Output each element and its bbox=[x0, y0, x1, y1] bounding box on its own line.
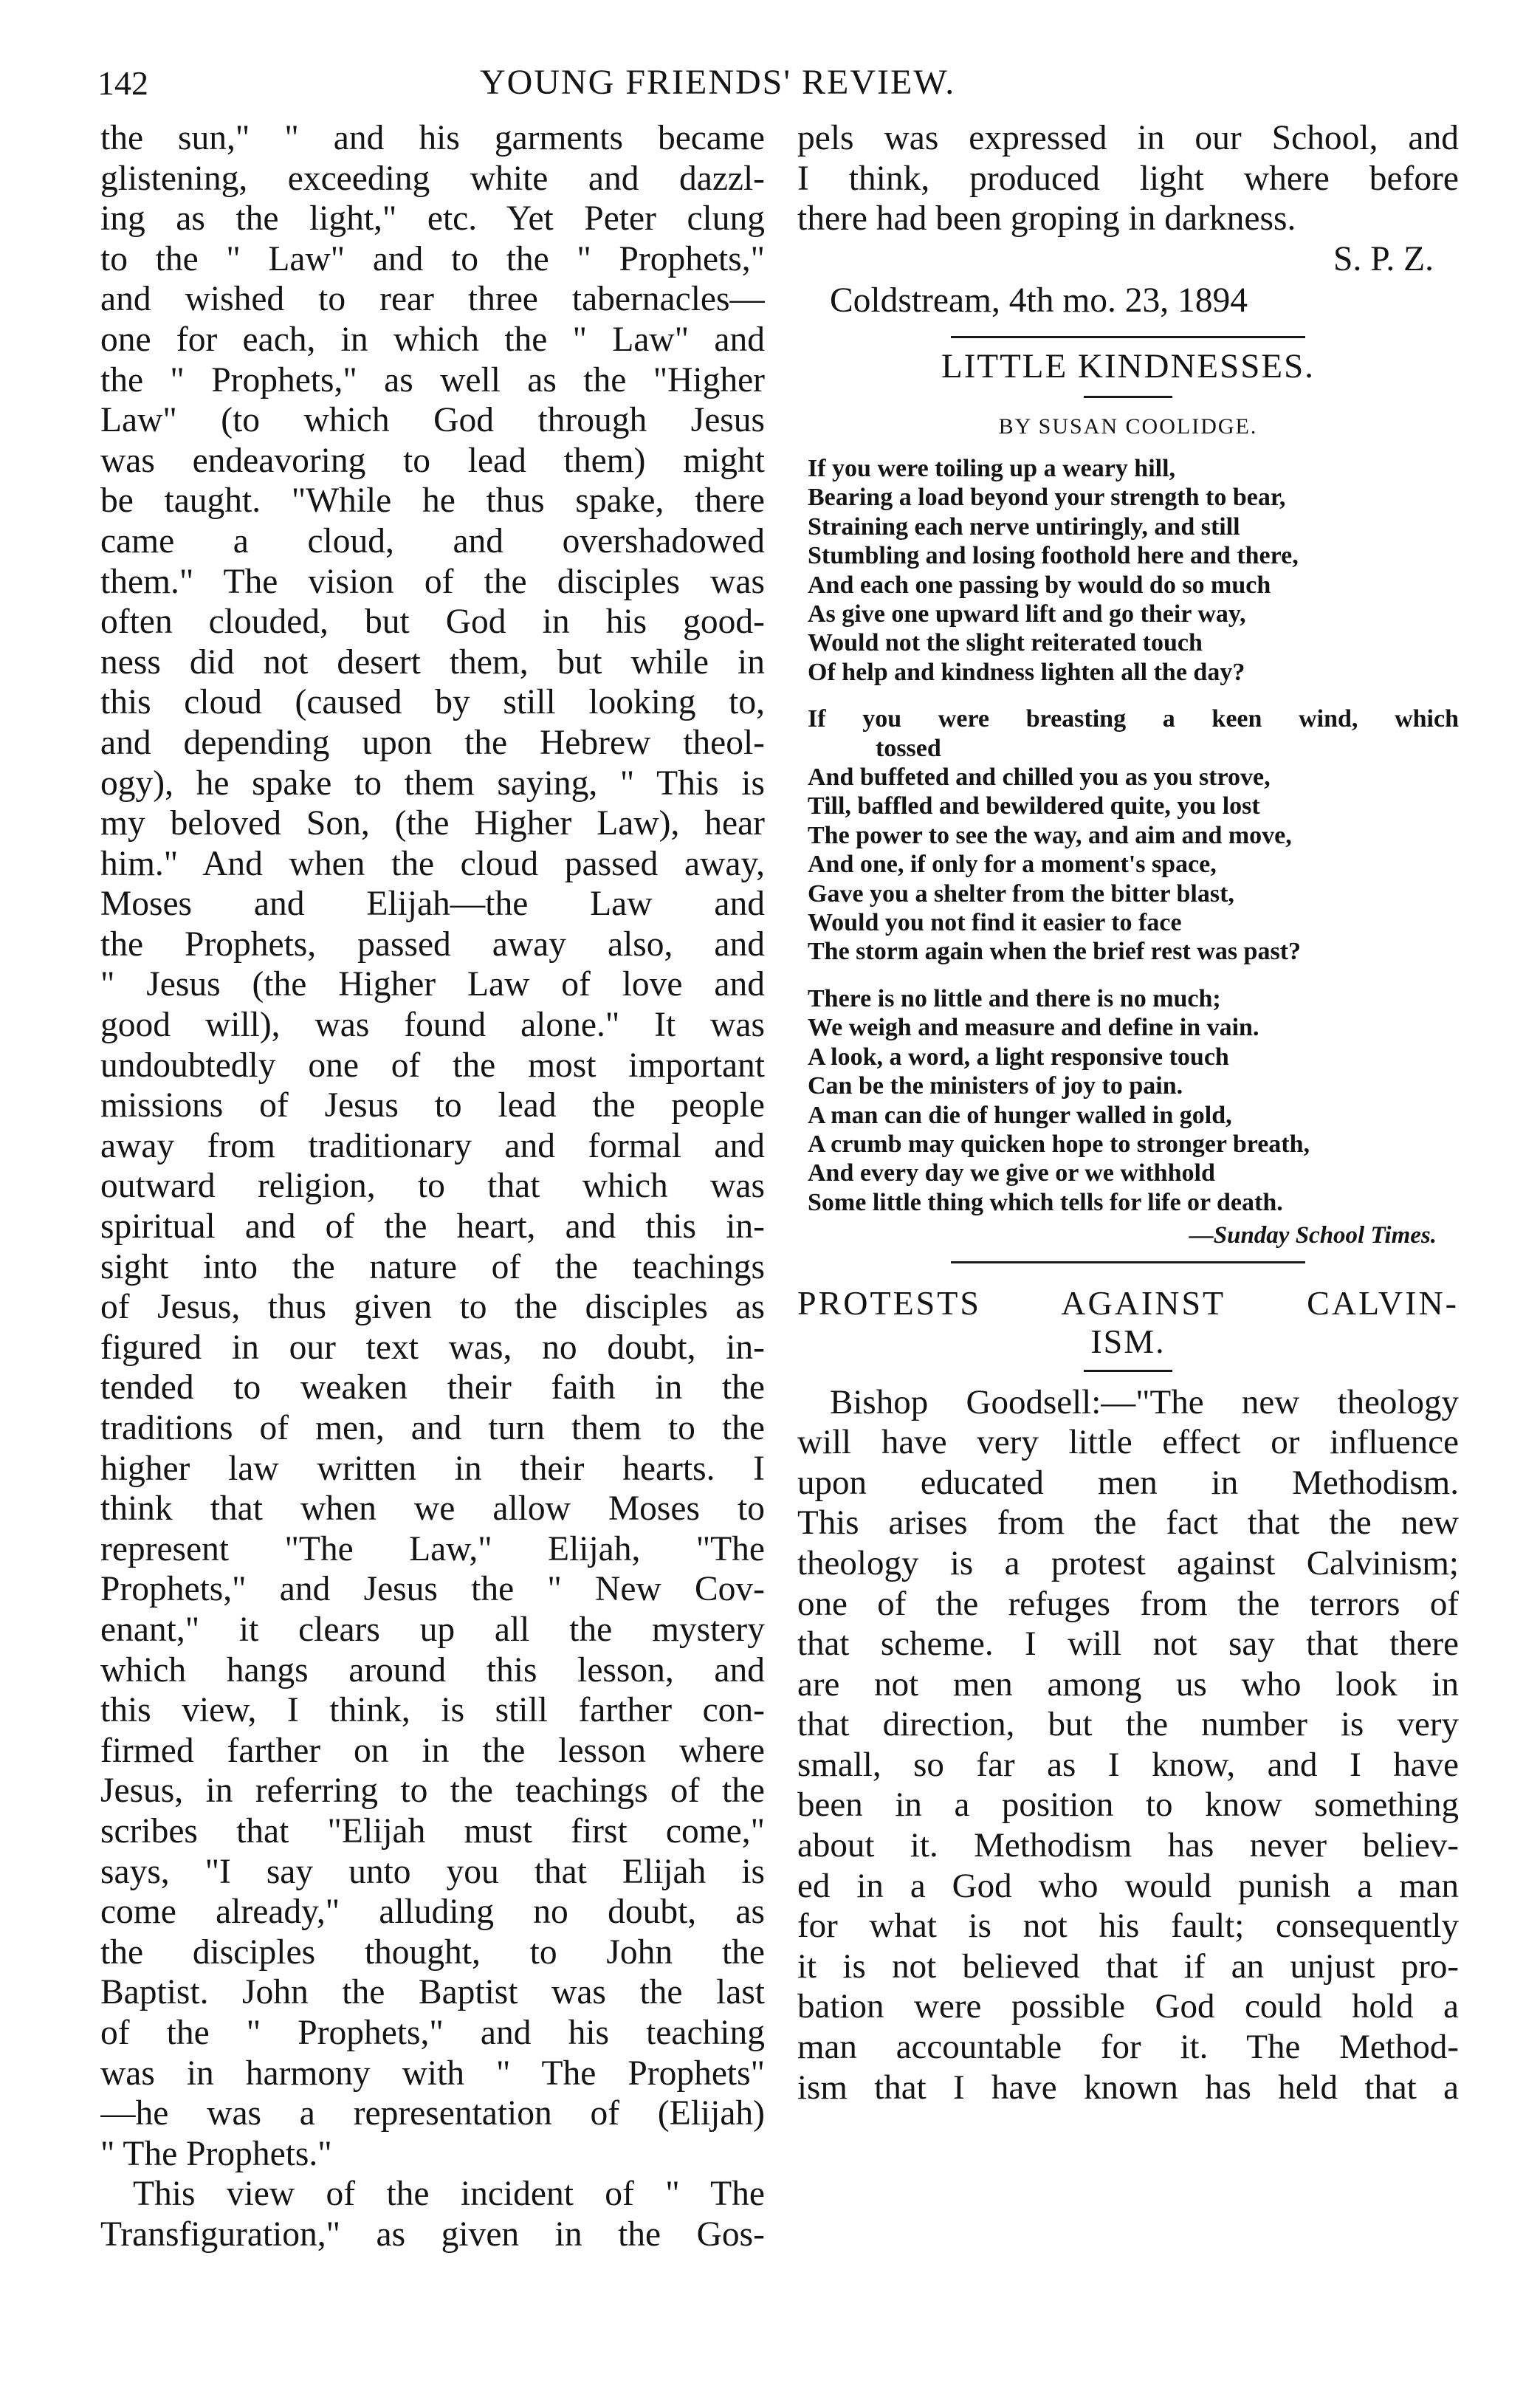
text-line: ness did not desert them, but while in bbox=[100, 642, 765, 682]
poem-line: Can be the ministers of joy to pain. bbox=[808, 1072, 1183, 1100]
text-line: enant," it clears up all the mystery bbox=[100, 1610, 765, 1649]
poem-line: We weigh and measure and define in vain. bbox=[808, 1014, 1259, 1042]
text-line: one for each, in which the " Law" and bbox=[100, 320, 765, 359]
text-line: away from traditionary and formal and bbox=[100, 1126, 765, 1165]
poem-attribution: —Sunday School Times. bbox=[1189, 1222, 1437, 1249]
poem-line: Gave you a shelter from the bitter blast, bbox=[808, 879, 1234, 908]
text-line: been in a position to know something bbox=[797, 1786, 1459, 1825]
text-line: theology is a protest against Calvinism; bbox=[797, 1543, 1459, 1582]
text-line: the disciples thought, to John the bbox=[100, 1932, 765, 1972]
poem-line: A man can die of hunger walled in gold, bbox=[808, 1101, 1232, 1129]
section-divider bbox=[951, 1261, 1305, 1263]
poem-line: If you were toiling up a weary hill, bbox=[808, 454, 1176, 482]
poem-line: And each one passing by would do so much bbox=[808, 571, 1271, 599]
text-line: there had been groping in darkness. bbox=[797, 199, 1296, 239]
poem-line: Straining each nerve untiringly, and still bbox=[808, 512, 1240, 541]
text-line: man accountable for it. The Method- bbox=[797, 2028, 1459, 2067]
dateline: Coldstream, 4th mo. 23, 1894 bbox=[830, 281, 1248, 320]
text-line: figured in our text was, no doubt, in- bbox=[100, 1328, 765, 1367]
text-line: about it. Methodism has never believ- bbox=[797, 1826, 1459, 1865]
text-line: small, so far as I know, and I have bbox=[797, 1745, 1459, 1784]
text-line: was endeavoring to lead them) might bbox=[100, 441, 765, 480]
text-line: firmed farther on in the lesson where bbox=[100, 1731, 765, 1770]
poem-byline: BY SUSAN COOLIDGE. bbox=[998, 414, 1258, 439]
text-line: will have very little effect or influence bbox=[797, 1423, 1459, 1462]
title-rule bbox=[1084, 396, 1172, 398]
text-line: Baptist. John the Baptist was the last bbox=[100, 1973, 765, 2012]
poem-line: Till, baffled and bewildered quite, you lost bbox=[808, 792, 1260, 820]
poem-line: The power to see the way, and aim and move, bbox=[808, 821, 1292, 849]
article-title-rule bbox=[1084, 1370, 1172, 1372]
text-line: the " Prophets," as well as the "Higher bbox=[100, 360, 765, 399]
continuation-paragraph bbox=[797, 118, 1459, 239]
poem-line: And every day we give or we withhold bbox=[808, 1159, 1215, 1187]
text-line: good will), was found alone." It was bbox=[100, 1006, 765, 1045]
left-column bbox=[100, 118, 765, 2254]
poem-line: Would not the slight reiterated touch bbox=[808, 629, 1203, 657]
text-line: I think, produced light where before bbox=[797, 159, 1459, 198]
text-line: represent "The Law," Elijah, "The bbox=[100, 1529, 765, 1568]
text-line: which hangs around this lesson, and bbox=[100, 1650, 765, 1690]
text-line: Moses and Elijah—the Law and bbox=[100, 885, 765, 924]
poem-stanza-1 bbox=[808, 454, 1459, 687]
text-line: this view, I think, is still farther con- bbox=[100, 1691, 765, 1730]
text-line: ism that I have known has held that a bbox=[797, 2068, 1459, 2107]
poem-line: A crumb may quicken hope to stronger breath, bbox=[808, 1130, 1310, 1158]
section-divider bbox=[951, 336, 1305, 338]
text-line: are not men among us who look in bbox=[797, 1664, 1459, 1704]
transfiguration-paragraph-2 bbox=[100, 2174, 765, 2254]
text-line: him." And when the cloud passed away, bbox=[100, 844, 765, 883]
poem-line: A look, a word, a light responsive touch bbox=[808, 1043, 1229, 1071]
signature: S. P. Z. bbox=[1333, 239, 1434, 278]
poem-line: And buffeted and chilled you as you strove, bbox=[808, 764, 1271, 792]
text-line: for what is not his fault; consequently bbox=[797, 1907, 1459, 1946]
text-line: this cloud (caused by still looking to, bbox=[100, 683, 765, 722]
text-line: that direction, but the number is very bbox=[797, 1705, 1459, 1744]
text-line: ing as the light," etc. Yet Peter clung bbox=[100, 199, 765, 239]
text-line: says, "I say unto you that Elijah is bbox=[100, 1852, 765, 1891]
text-line: spiritual and of the heart, and this in- bbox=[100, 1207, 765, 1246]
text-line: of the " Prophets," and his teaching bbox=[100, 2013, 765, 2052]
text-line: traditions of men, and turn them to the bbox=[100, 1409, 765, 1447]
poem-line: Some little thing which tells for life or death. bbox=[808, 1188, 1283, 1216]
text-line: and depending upon the Hebrew theol- bbox=[100, 723, 765, 762]
text-line: think that when we allow Moses to bbox=[100, 1489, 765, 1529]
text-line: tended to weaken their faith in the bbox=[100, 1368, 765, 1407]
text-line: scribes that "Elijah must first come," bbox=[100, 1811, 765, 1850]
poem-stanza-2 bbox=[808, 704, 1459, 967]
text-line: Bishop Goodsell:—"The new theology bbox=[830, 1382, 1459, 1421]
text-line: bation were possible God could hold a bbox=[797, 1987, 1459, 2026]
poem-line: And one, if only for a moment's space, bbox=[808, 851, 1217, 879]
poem-line: There is no little and there is no much; bbox=[808, 984, 1221, 1012]
text-line: Prophets," and Jesus the " New Cov- bbox=[100, 1570, 765, 1609]
text-line: be taught. "While he thus spake, there bbox=[100, 481, 765, 521]
poem-line: Stumbling and losing foothold here and there, bbox=[808, 542, 1299, 570]
poem-title: LITTLE KINDNESSES. bbox=[941, 346, 1315, 385]
poem-stanza-3 bbox=[808, 984, 1459, 1217]
text-line: was in harmony with " The Prophets" bbox=[100, 2054, 765, 2093]
poem-line: Of help and kindness lighten all the day? bbox=[808, 658, 1245, 686]
text-line: one of the refuges from the terrors of bbox=[797, 1584, 1459, 1623]
text-line: my beloved Son, (the Higher Law), hear bbox=[100, 804, 765, 843]
poem bbox=[797, 454, 1459, 1251]
text-line: Transfiguration," as given in the Gos- bbox=[100, 2215, 765, 2254]
text-line: the sun," " and his garments became bbox=[100, 119, 765, 157]
text-line: pels was expressed in our School, and bbox=[797, 119, 1459, 157]
text-line: them." The vision of the disciples was bbox=[100, 562, 765, 601]
running-head: YOUNG FRIENDS' REVIEW. bbox=[480, 63, 956, 102]
text-line: often clouded, but God in his good- bbox=[100, 603, 765, 642]
poem-line: Bearing a load beyond your strength to bear, bbox=[808, 484, 1286, 512]
page-number: 142 bbox=[97, 64, 148, 102]
text-line: and wished to rear three tabernacles— bbox=[100, 280, 765, 319]
poem-line: If you were breasting a keen wind, which bbox=[808, 705, 1459, 733]
text-line: This arises from the fact that the new bbox=[797, 1503, 1459, 1543]
right-column bbox=[797, 118, 1459, 2107]
text-line: Law" (to which God through Jesus bbox=[100, 401, 765, 440]
text-line: upon educated men in Methodism. bbox=[797, 1463, 1459, 1502]
text-line: " Jesus (the Higher Law of love and bbox=[100, 965, 765, 1004]
transfiguration-paragraph bbox=[100, 118, 765, 2174]
text-line: outward religion, to that which was bbox=[100, 1167, 765, 1206]
text-line: the Prophets, passed away also, and bbox=[100, 925, 765, 964]
text-line: to the " Law" and to the " Prophets," bbox=[100, 239, 765, 278]
text-line: that scheme. I will not say that there bbox=[797, 1625, 1459, 1664]
article-title-line-1: PROTESTS AGAINST CALVIN- bbox=[797, 1283, 1459, 1322]
text-line: glistening, exceeding white and dazzl- bbox=[100, 159, 765, 198]
poem-line: tossed bbox=[876, 734, 941, 762]
text-line: " The Prophets." bbox=[100, 2134, 332, 2173]
article-title bbox=[797, 1284, 1459, 1361]
text-line: came a cloud, and overshadowed bbox=[100, 521, 765, 560]
text-line: missions of Jesus to lead the people bbox=[100, 1086, 765, 1125]
text-line: it is not believed that if an unjust pro- bbox=[797, 1946, 1459, 1986]
text-line: Jesus, in referring to the teachings of the bbox=[100, 1771, 765, 1811]
poem-line: The storm again when the brief rest was past? bbox=[808, 938, 1302, 966]
text-line: ogy), he spake to them saying, " This is bbox=[100, 764, 765, 803]
poem-line: Would you not find it easier to face bbox=[808, 909, 1182, 937]
article-body bbox=[797, 1382, 1459, 2108]
article-title-line-2: ISM. bbox=[1090, 1322, 1166, 1360]
text-line: higher law written in their hearts. I bbox=[100, 1449, 765, 1488]
text-line: —he was a representation of (Elijah) bbox=[100, 2094, 765, 2133]
text-line: come already," alluding no doubt, as bbox=[100, 1893, 765, 1932]
text-line: This view of the incident of " The bbox=[133, 2175, 765, 2214]
text-line: of Jesus, thus given to the disciples as bbox=[100, 1288, 765, 1327]
poem-line: As give one upward lift and go their way, bbox=[808, 600, 1246, 628]
text-line: sight into the nature of the teachings bbox=[100, 1247, 765, 1286]
text-line: undoubtedly one of the most important bbox=[100, 1046, 765, 1085]
text-line: ed in a God who would punish a man bbox=[797, 1866, 1459, 1905]
